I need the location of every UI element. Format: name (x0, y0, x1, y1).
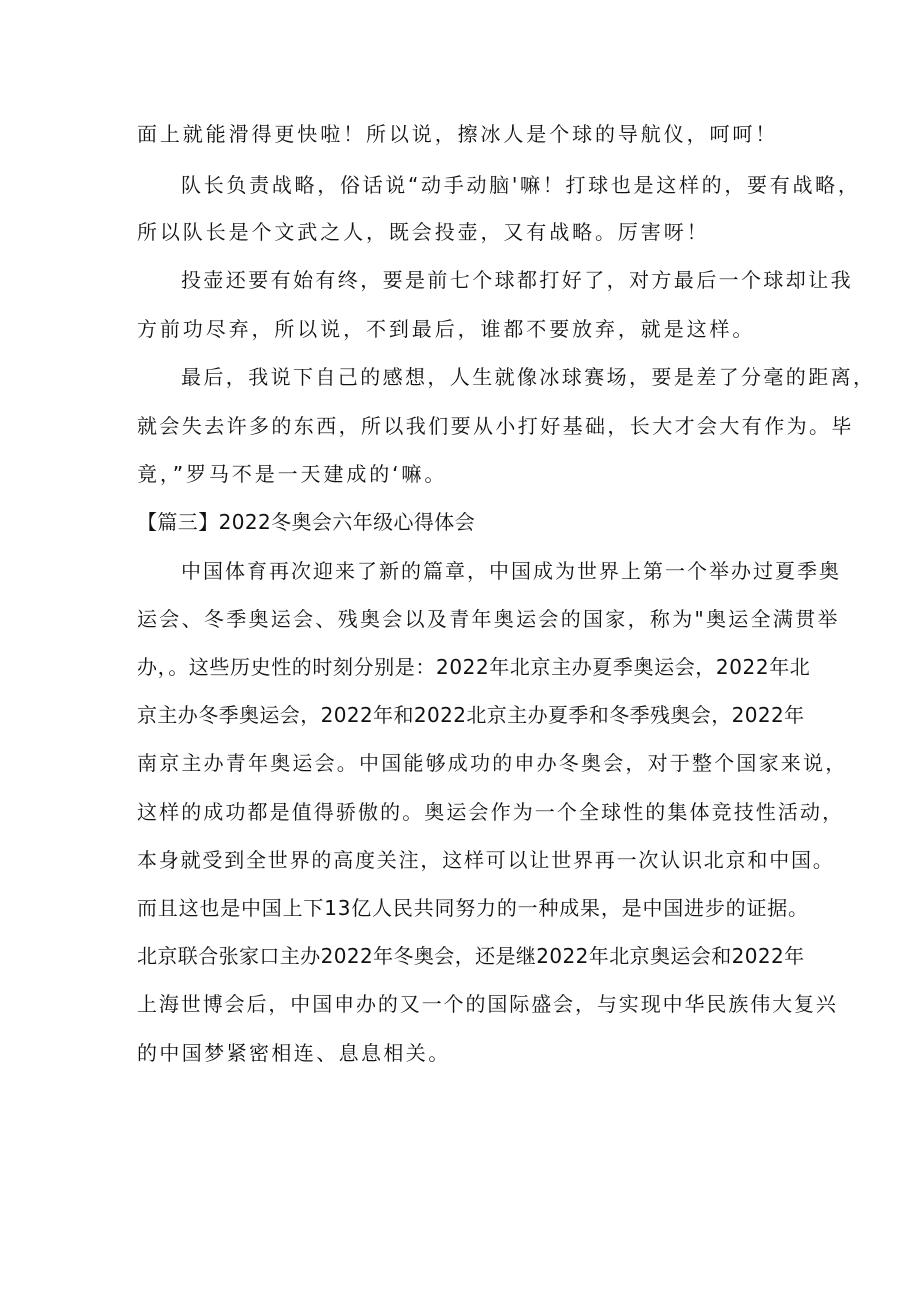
text-line: 投壶还要有始有终，要是前七个球都打好了，对方最后一个球却让我 (181, 268, 853, 292)
text-line: 办，。这些历史性的时刻分别是：2022年北京主办夏季奥运会，2022年北 (137, 655, 811, 679)
text-line: 就会失去许多的东西，所以我们要从小打好基础，长大才会大有作为。毕 (137, 414, 854, 438)
text-line: 上海世博会后，中国申办的又一个的国际盛会，与实现中华民族伟大复兴 (137, 992, 838, 1016)
text-line: 中国体育再次迎来了新的篇章，中国成为世界上第一个举办过夏季奥 (181, 559, 841, 583)
section-heading: 【篇三】2022冬奥会六年级心得体会 (137, 510, 476, 534)
text-line: 北京联合张家口主办2022年冬奥会，还是继2022年北京奥运会和2022年 (137, 944, 805, 968)
text-line: 这样的成功都是值得骄傲的。奥运会作为一个全球性的集体竞技性活动， (137, 800, 845, 824)
text-line: 队长负责战略，俗话说“动手动脑'嘛！打球也是这样的，要有战略， (181, 173, 861, 197)
text-line: 最后，我说下自己的感想，人生就像冰球赛场，要是差了分毫的距离， (181, 365, 876, 389)
text-line: 方前功尽弃，所以说，不到最后，谁都不要放弃，就是这样。 (137, 317, 756, 341)
text-line: 本身就受到全世界的高度关注，这样可以让世界再一次认识北京和中国。 (137, 848, 835, 872)
text-line: 南京主办青年奥运会。中国能够成功的申办冬奥会，对于整个国家来说， (137, 751, 848, 775)
text-line: 运会、冬季奥运会、残奥会以及青年奥运会的国家，称为"奥运全满贯举 (137, 607, 840, 631)
text-line: 竟，”罗马不是一天建成的‘嘛。 (137, 462, 448, 486)
text-line: 而且这也是中国上下13亿人民共同努力的一种成果，是中国进步的证据。 (137, 896, 809, 920)
text-line: 京主办冬季奥运会，2022年和2022北京主办夏季和冬季残奥会，2022年 (137, 703, 805, 727)
text-line: 的中国梦紧密相连、息息相关。 (137, 1041, 451, 1065)
text-line: 面上就能滑得更快啦！所以说，擦冰人是个球的导航仪，呵呵！ (137, 122, 779, 146)
text-line: 所以队长是个文武之人，既会投壶，又有战略。厉害呀！ (137, 220, 710, 244)
